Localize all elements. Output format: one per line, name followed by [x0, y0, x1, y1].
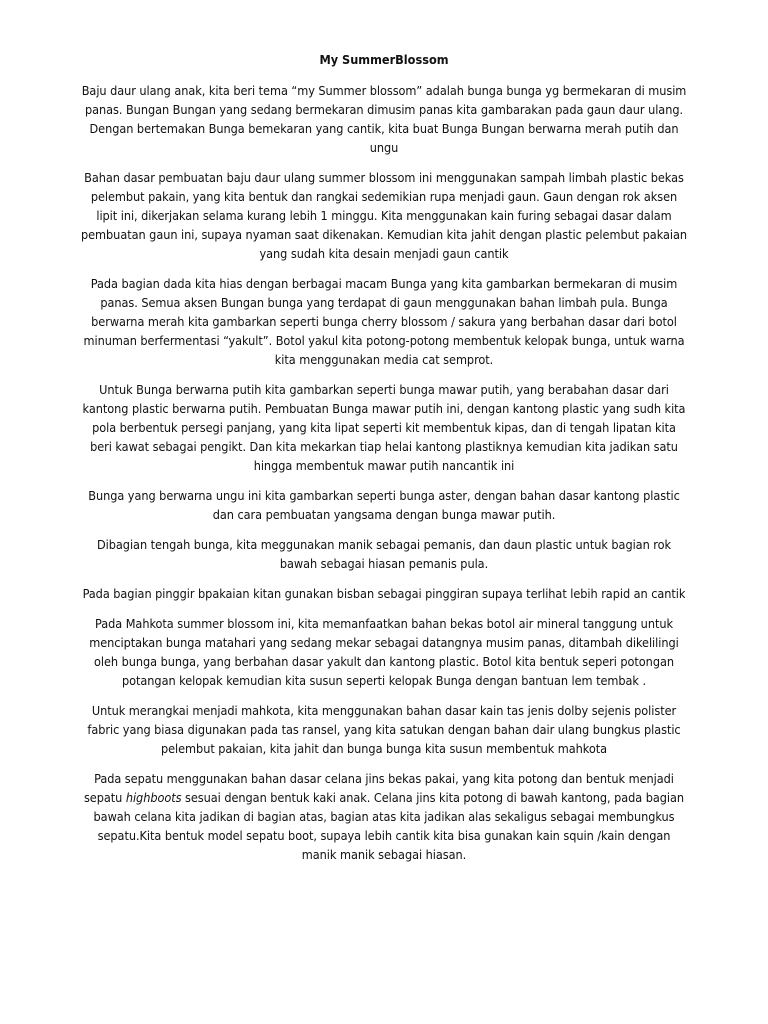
paragraph-flower-center: Dibagian tengah bunga, kita meggunakan manik sebagai pemanis, dan daun plastic untuk bagian rok bawah sebagai hiasan pemanis pula. — [97, 537, 671, 571]
paragraph-purple-flower: Bunga yang berwarna ungu ini kita gambarkan seperti bunga aster, dengan bahan dasar kantong plastic dan cara pembuatan yangsama dengan bunga mawar putih. — [88, 488, 680, 522]
paragraph-shoes — [80, 769, 688, 864]
paragraph-theme: Baju daur ulang anak, kita beri tema “my Summer blossom” adalah bunga bunga yg bermekaran di musim panas. Bungan Bungan yang sedang bermekaran dimusim panas kita gambarakan pada gaun daur ulang. Dengan bertemakan Bunga bemekaran yang cantik, kita buat Bunga Bungan berwarna merah putih dan ungu — [81, 83, 687, 155]
paragraph-edge-trim: Pada bagian pinggir bpakaian kitan gunakan bisban sebagai pinggiran supaya terlihat lebih rapid an cantik — [82, 586, 686, 601]
paragraph-white-flower: Untuk Bunga berwarna putih kita gambarkan seperti bunga mawar putih, yang berabahan dasar dari kantong plastic berwarna putih. Pembuatan Bunga mawar putih ini, dengan kantong plastic yang sudh kita pola berbentuk persegi panjang, yang kita lipat seperti kit membentuk kipas, dan di tengah lipatan kita beri kawat sebagai pengikt. Dan kita mekarkan tiap helai kantong plastiknya kemudian kita jadikan satu hingga membentuk mawar putih nancantik ini — [82, 382, 686, 473]
shoes-italic-term: highboots — [125, 790, 182, 805]
paragraph-crown: Pada Mahkota summer blossom ini, kita memanfaatkan bahan bekas botol air mineral tanggung untuk menciptakan bunga matahari yang sedang mekar sebagai datangnya musim panas, ditambah dikelilingi oleh bunga bunga, yang berbahan dasar yakult dan kantong plastic. Botol kita bentuk seperi potongan potangan kelopak kemudian kita susun seperti kelopak Bunga dengan bantuan lem tembak . — [89, 616, 679, 688]
document-page — [80, 50, 688, 875]
shoes-text-end: sesuai dengan bentuk kaki anak. Celana jins kita potong di bawah kantong, pada bagian bawah celana kita jadikan di bagian atas, bagian atas kita jadikan alas sekaligus sebagai membungkus sepatu.Kita bentuk model sepatu boot, supaya lebih cantik kita bisa gunakan kain squin /kain dengan manik manik sebagai hiasan. — [93, 790, 685, 862]
shoes-text-start: Pada sepatu menggunakan bahan dasar celana jins bekas pakai, yang kita potong dan bentuk menjadi sepatu — [83, 771, 674, 805]
paragraph-chest-decoration: Pada bagian dada kita hias dengan berbagai macam Bunga yang kita gambarkan bermekaran di musim panas. Semua aksen Bungan bunga yang terdapat di gaun menggunakan bahan limbah pula. Bunga berwarna merah kita gambarkan seperti bunga cherry blossom / sakura yang berbahan dasar dari botol minuman berfermentasi “yakult”. Botol yakul kita potong-potong membentuk kelopak bunga, untuk warna kita menggunakan media cat semprot. — [83, 276, 685, 367]
document-title: My SummerBlossom — [319, 52, 449, 67]
paragraph-materials: Bahan dasar pembuatan baju daur ulang summer blossom ini menggunakan sampah limbah plastic bekas pelembut pakain, yang kita bentuk dan rangkai sedemikian rupa menjadi gaun. Gaun dengan rok aksen lipit ini, dikerjakan selama kurang lebih 1 minggu. Kita menggunakan kain furing sebagai dasar dalam pembuatan gaun ini, supaya nyaman saat dikenakan. Kemudian kita jahit dengan plastic pelembut pakaian yang sudah kita desain menjadi gaun cantik — [80, 170, 688, 261]
paragraph-crown-assembly: Untuk merangkai menjadi mahkota, kita menggunakan bahan dasar kain tas jenis dolby sejenis polister fabric yang biasa digunakan pada tas ransel, yang kita satukan dengan bahan dair ulang bungkus plastic pelembut pakaian, kita jahit dan bunga bunga kita susun membentuk mahkota — [87, 703, 681, 756]
